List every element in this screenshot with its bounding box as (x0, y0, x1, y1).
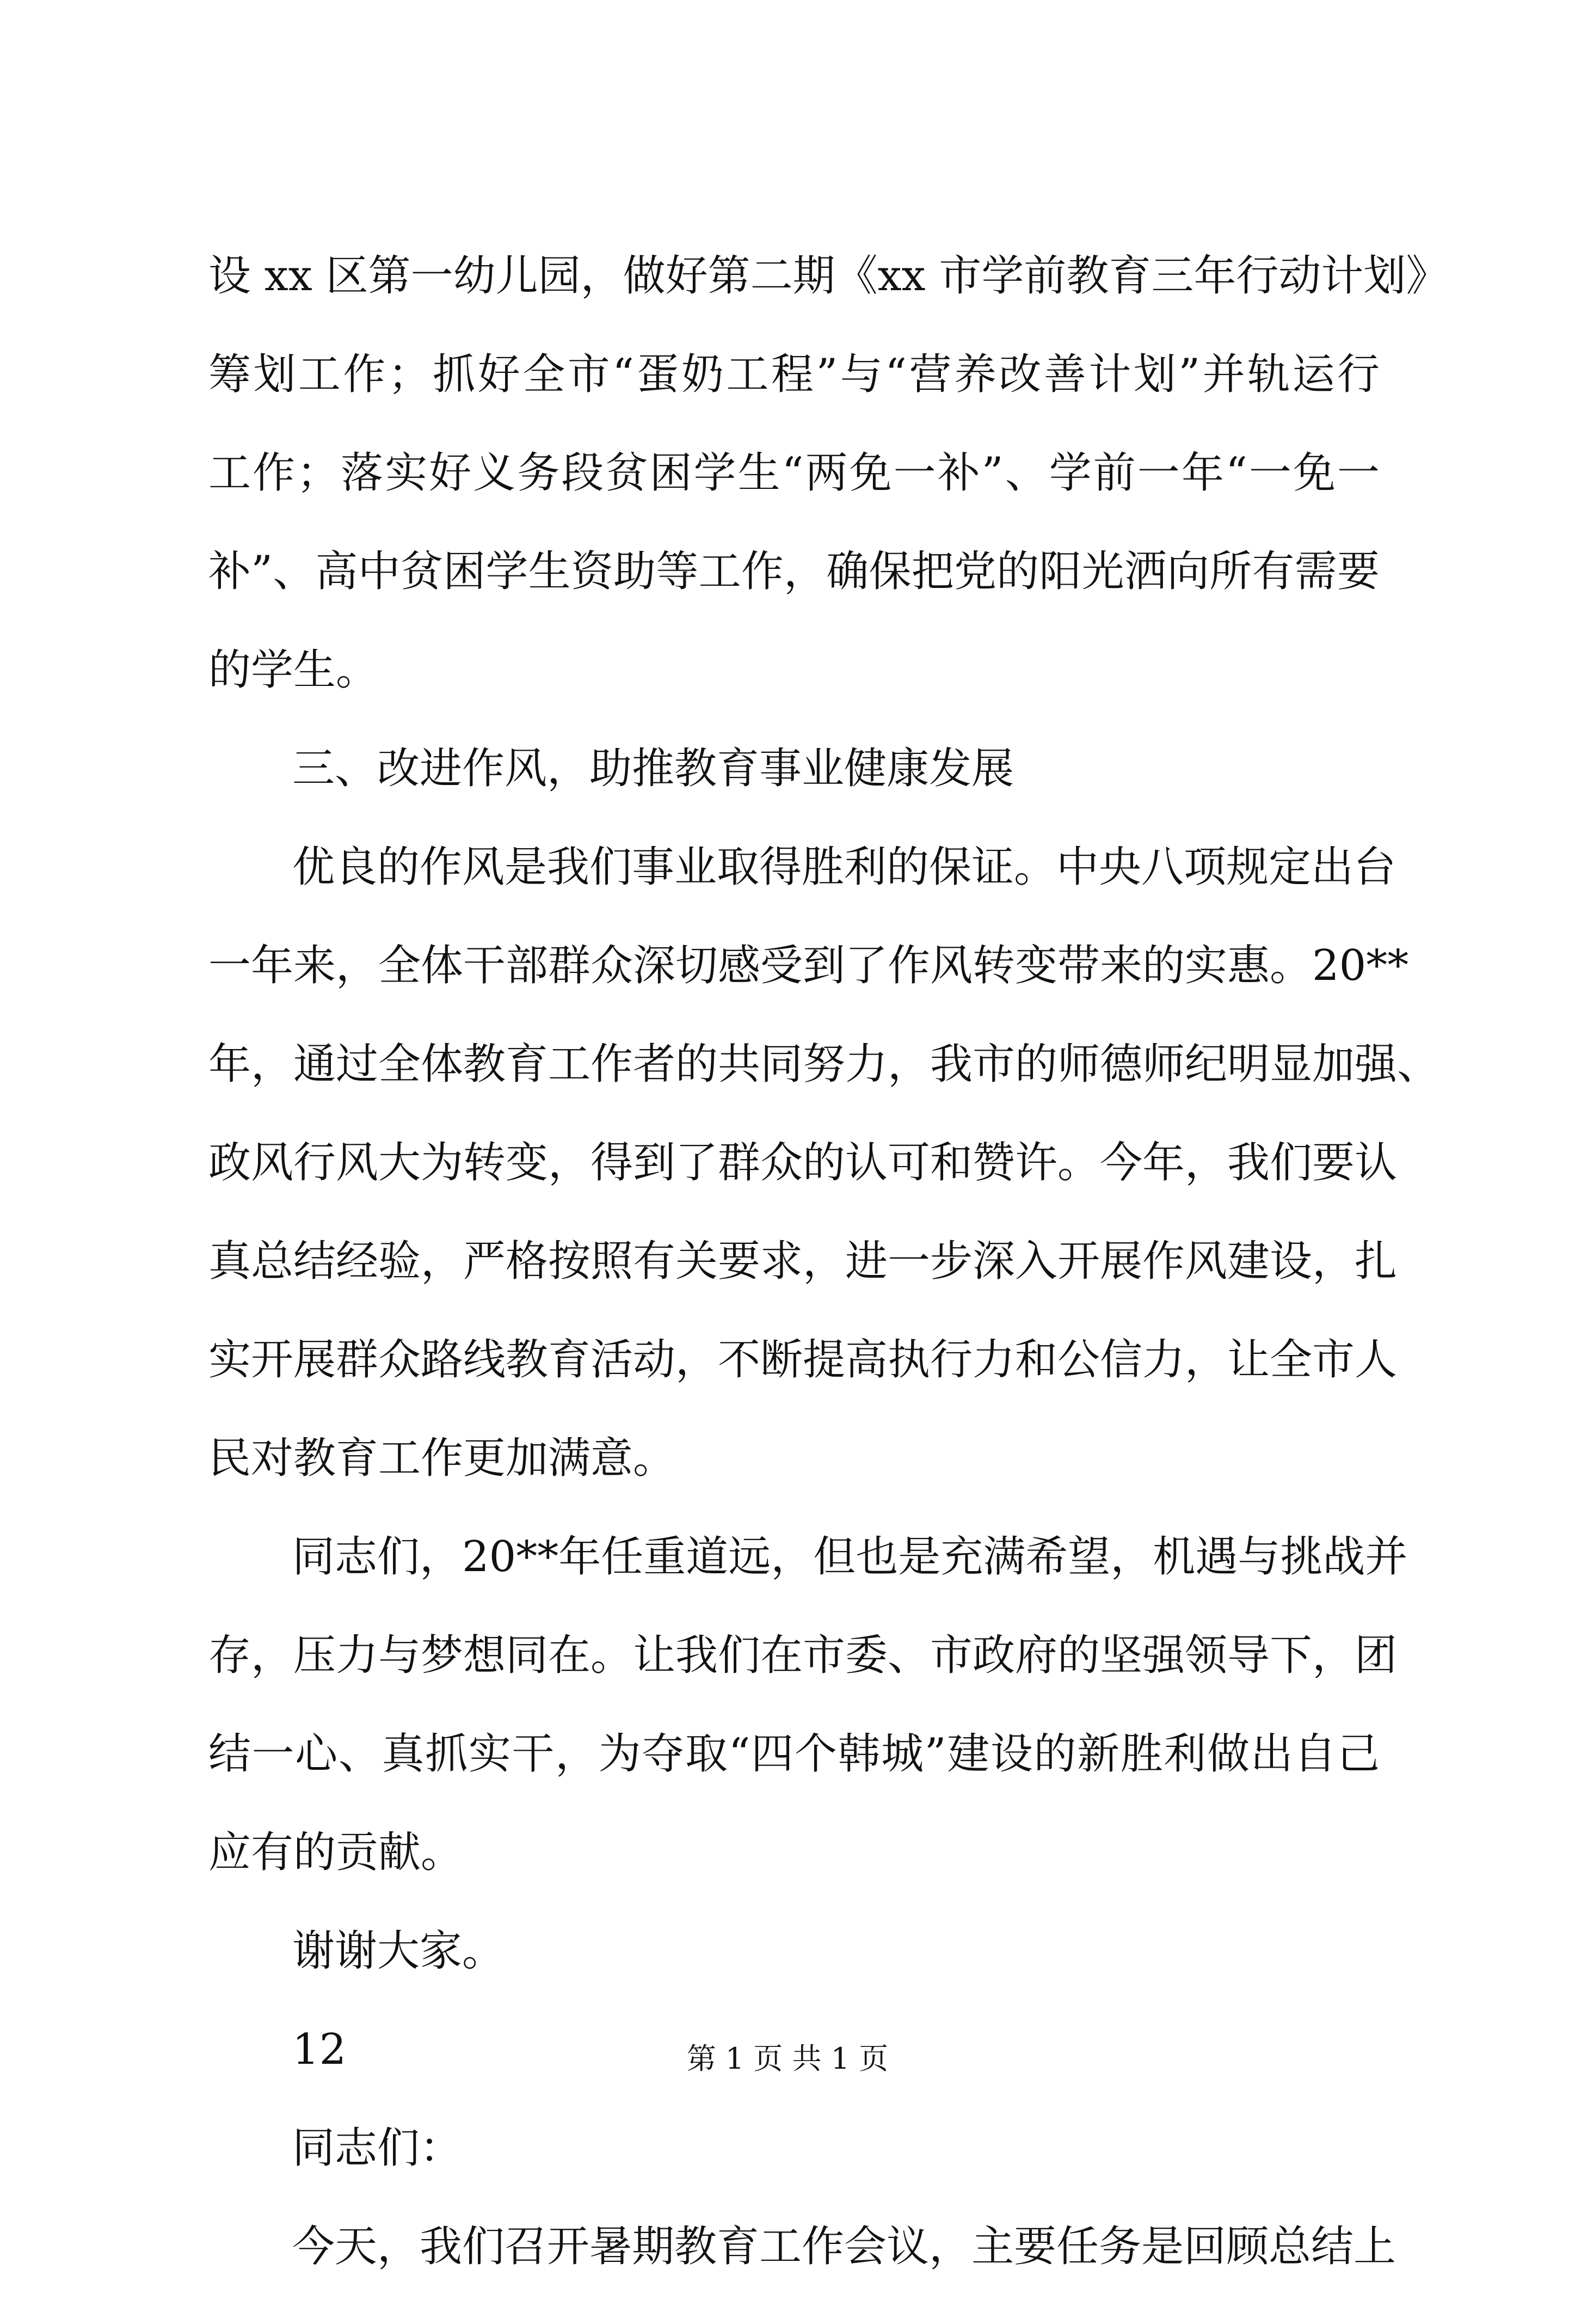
body-line: 今天，我们召开暑期教育工作会议，主要任务是回顾总结上 (292, 2222, 1396, 2271)
body-line: 真总结经验，严格按照有关要求，进一步深入开展作风建设，扎 (208, 1237, 1398, 1286)
closing-line: 谢谢大家。 (292, 1927, 505, 1976)
document-body (208, 252, 1449, 2324)
body-line: 存，压力与梦想同在。让我们在市委、市政府的坚强领导下，团 (208, 1631, 1398, 1680)
body-line: 同志们，20**年任重道远，但也是充满希望，机遇与挑战并 (292, 1532, 1408, 1581)
body-line: 一年来，全体干部群众深切感受到了作风转变带来的实惠。20** (208, 941, 1409, 990)
body-line: 民对教育工作更加满意。 (208, 1434, 676, 1483)
body-line: 补”、高中贫困学生资助等工作，确保把党的阳光洒向所有需要 (208, 547, 1380, 596)
body-line: 政风行风大为转变，得到了群众的认可和赞许。今年，我们要认 (208, 1138, 1398, 1187)
section-heading: 三、改进作风，助推教育事业健康发展 (292, 744, 1014, 793)
salutation: 同志们： (292, 2124, 463, 2173)
body-line: 实开展群众路线教育活动，不断提高执行力和公信力，让全市人 (208, 1335, 1398, 1384)
body-line: 优良的作风是我们事业取得胜利的保证。中央八项规定出台 (292, 843, 1396, 892)
body-line: 的学生。 (208, 646, 379, 695)
body-line: 应有的贡献。 (208, 1828, 464, 1877)
body-line: 筹划工作；抓好全市“蛋奶工程”与“营养改善计划”并轨运行 (208, 350, 1380, 399)
page-footer: 第 1 页 共 1 页 (686, 2041, 889, 2076)
body-line: 结一心、真抓实干，为夺取“四个韩城”建设的新胜利做出自己 (208, 1730, 1380, 1779)
section-number: 12 (292, 2025, 347, 2074)
body-line: 年，通过全体教育工作者的共同努力，我市的师德师纪明显加强、 (208, 1040, 1440, 1089)
body-line: 工作；落实好义务段贫困学生“两免一补”、学前一年“一免一 (208, 449, 1380, 498)
body-line: 设 xx 区第一幼儿园，做好第二期《xx 市学前教育三年行动计划》 (208, 252, 1449, 301)
